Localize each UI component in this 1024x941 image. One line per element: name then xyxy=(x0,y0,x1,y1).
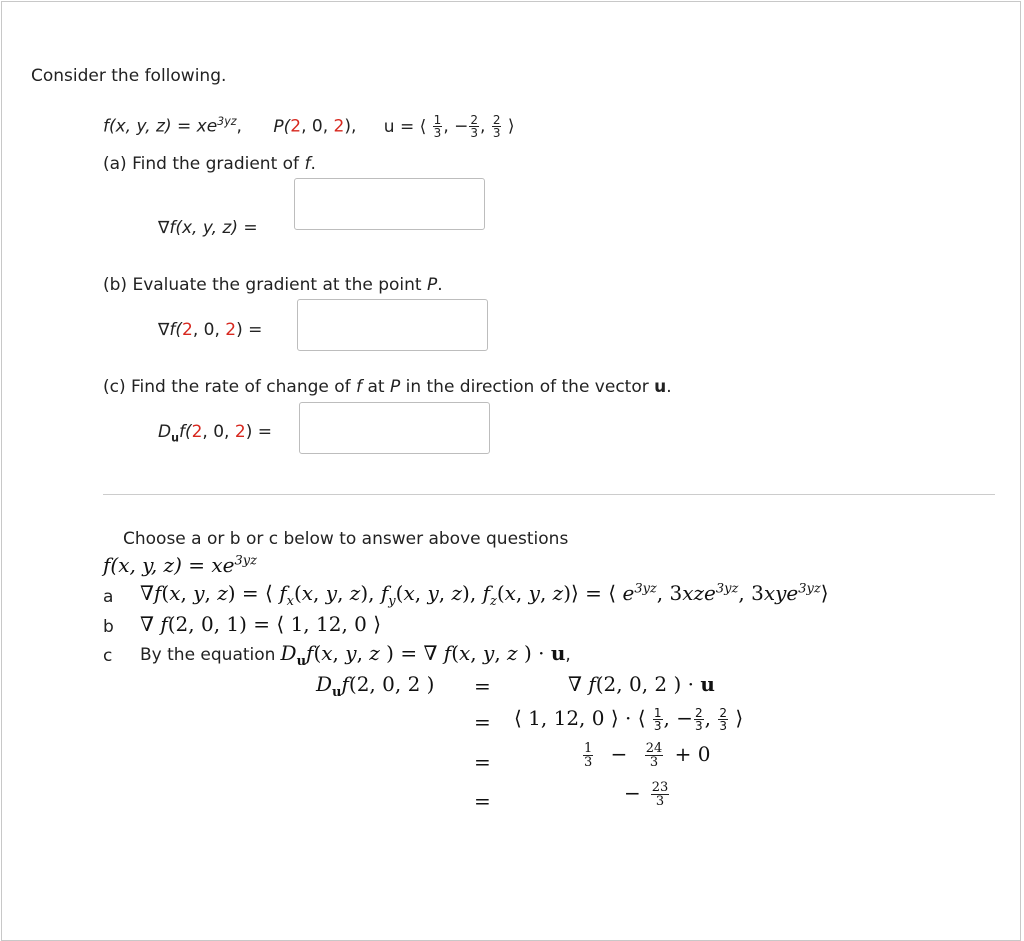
gradient-at-point-input[interactable] xyxy=(297,299,488,351)
directional-derivative-input[interactable] xyxy=(299,402,490,454)
gradient-answer-input[interactable] xyxy=(294,178,485,230)
u-comp-2: $\frac{2}{3}$ xyxy=(470,113,479,140)
point-close: ), xyxy=(344,116,357,137)
u-comp-1: $\frac{1}{3}$ xyxy=(433,113,442,140)
part-c-prompt: (c) Find the rate of change of f at P in the direction of the vector u. xyxy=(103,377,672,397)
option-b-letter[interactable]: b xyxy=(103,617,114,637)
row4-eq: = xyxy=(474,789,491,813)
point-sep: , 0, xyxy=(301,116,334,137)
row1-eq: = xyxy=(474,674,491,698)
option-c-letter[interactable]: c xyxy=(103,646,113,666)
option-b-formula: ∇ f(2, 0, 1) = ⟨ 1, 12, 0 ⟩ xyxy=(140,612,382,636)
function-definition: f(x, y, z) = xe xyxy=(103,116,218,137)
row4-rhs: − $\frac{23}{3}$ xyxy=(624,780,669,809)
option-a-letter[interactable]: a xyxy=(103,587,114,607)
row1-lhs: $D_uf(2$, 0, 2 ) xyxy=(316,672,435,700)
function-exponent: 3yz xyxy=(217,114,237,128)
option-a-formula: ∇f(x, y, z) = ⟨ $f_x(x$, y, z), $f_y(x$, y, z), $f_z(x$, y, z)⟩ = ⟨ $e^{3yz}$, 3xze$^{3yz}$, 3xye$^{3yz}$⟩ xyxy=(140,581,829,609)
solution-header: Choose a or b or c below to answer above questions xyxy=(123,529,569,549)
vector-u-close: ⟩ xyxy=(507,116,515,137)
vector-u-label: u = ⟨ xyxy=(383,116,427,137)
u-comp-2-sign: − xyxy=(454,116,469,137)
solution-function: f(x, y, $z) = xe^{3yz}$ xyxy=(103,553,257,577)
point-label: P( xyxy=(273,116,291,137)
row2-rhs: ⟨ 1, 12, 0 ⟩ · ⟨ $\frac{1}{3}$ , − $\frac{2}{3}$ , $\frac{2}{3}$ ⟩ xyxy=(514,706,744,733)
row3-eq: = xyxy=(474,750,491,774)
row1-rhs: ∇ f(2, 0, 2 ) · u xyxy=(568,672,715,696)
option-c-intro: By the equation $D_uf(x$, y, z ) = ∇ f(x, y, z ) · u, xyxy=(140,641,571,669)
part-c-label: $D_uf(2$, 0, 2) = xyxy=(158,422,272,445)
row3-rhs: $\frac{1}{3}$ − $\frac{24}{3}$ + 0 xyxy=(584,741,711,770)
u-comp-3: $\frac{2}{3}$ xyxy=(492,113,501,140)
point-z: 2 xyxy=(333,116,345,137)
given-line: f(x, y, $z) = xe^{3yz}$, P(2, 0, 2), u = ⟨ $\frac{1}{3}$ , − $\frac{2}{3}$ , $\frac{2}{3}$ ⟩ xyxy=(103,113,515,140)
part-b-prompt: (b) Evaluate the gradient at the point P. xyxy=(103,275,443,295)
part-b-label: ∇f(2, 0, 2) = xyxy=(158,320,263,340)
point-x: 2 xyxy=(290,116,302,137)
part-a-prompt: (a) Find the gradient of f. xyxy=(103,154,316,174)
part-a-label: ∇f(x, y, z) = xyxy=(158,218,258,238)
page-frame xyxy=(1,1,1021,941)
divider xyxy=(103,494,995,495)
intro-text: Consider the following. xyxy=(31,66,227,86)
row2-eq: = xyxy=(474,710,491,734)
